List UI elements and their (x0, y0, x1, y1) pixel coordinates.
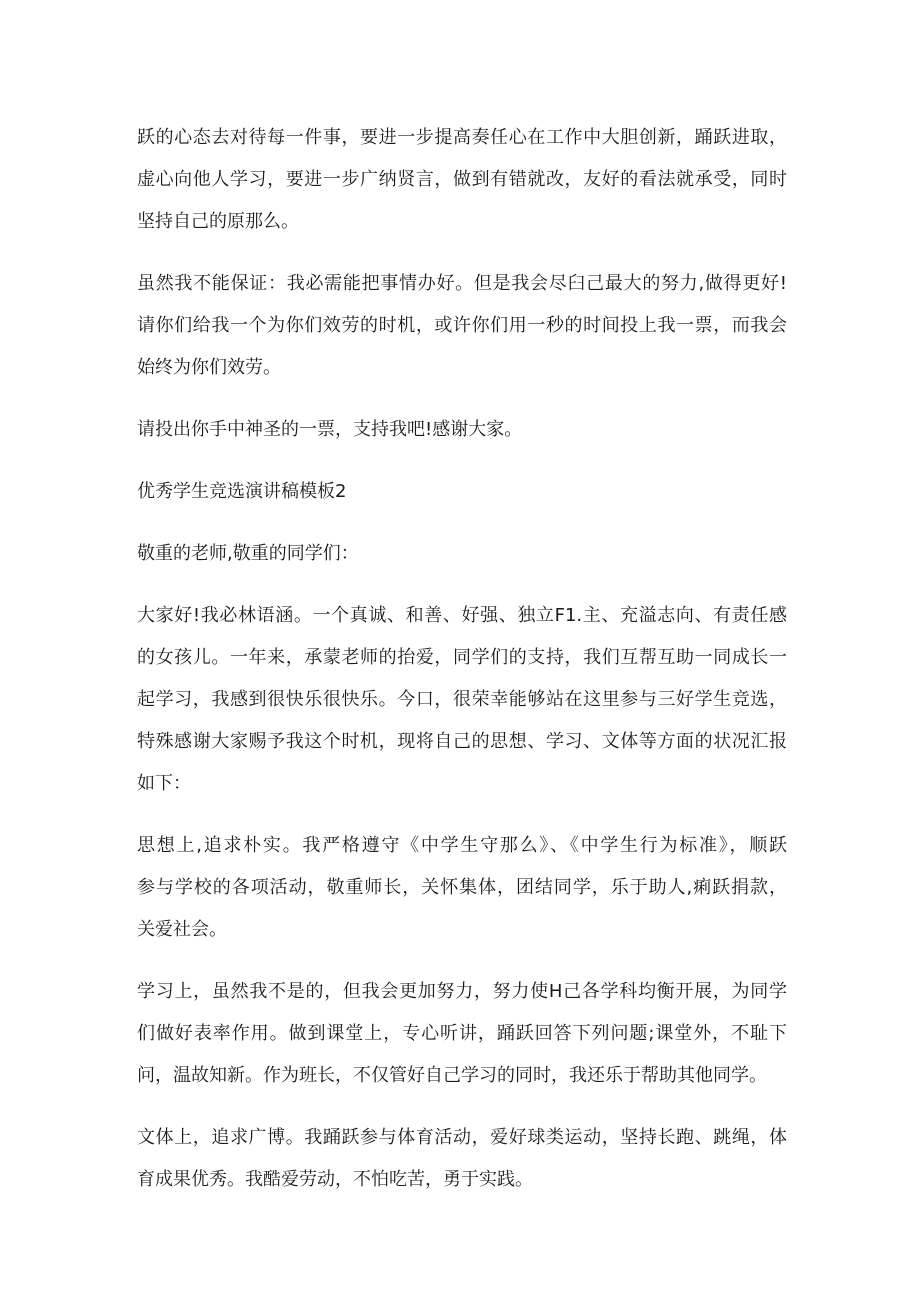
paragraph-spacer (137, 243, 787, 263)
text-line: 始终为你们效劳。 (137, 357, 281, 378)
document-body (137, 117, 787, 1201)
paragraph-spacer (137, 389, 787, 409)
paragraph-spacer (137, 575, 787, 595)
text-line: 跃的心态去对待每一件事，要进一步提高奏任心在工作中大胆创新，踊跃进取， (137, 127, 787, 148)
text-line: 关爱社会。 (137, 919, 227, 940)
heading-text: 优秀学生竞选演讲稿模板2 (137, 481, 347, 502)
paragraph (137, 595, 787, 805)
paragraph-spacer (137, 805, 787, 825)
paragraph (137, 1117, 787, 1201)
text-line: 坚持自己的原那么。 (137, 211, 299, 232)
text-line: 思想上,追求朴实。我严格遵守《中学生守那么》、《中学生行为标准》，顺跃 (137, 835, 787, 856)
section-heading (137, 471, 787, 513)
text-line: 问，温故知新。作为班长，不仅管好自己学习的同时，我还乐于帮助其他同学。 (137, 1065, 767, 1086)
paragraph-spacer (137, 951, 787, 971)
text-line: 参与学校的各项活动，敬重师长，关怀集体，团结同学，乐于助人,痢跃捐款， (137, 877, 787, 898)
text-line: 特殊感谢大家赐予我这个时机，现将自己的思想、学习、文体等方面的状况汇报 (137, 731, 787, 752)
text-line: 们做好表率作用。做到课堂上，专心听讲，踊跃回答下列问题;课堂外，不耻下 (137, 1023, 787, 1044)
text-line: 敬重的老师,敬重的同学们： (137, 543, 359, 564)
text-line: 学习上，虽然我不是的，但我会更加努力，努力使H己各学科均衡开展，为同学 (137, 981, 787, 1002)
paragraph (137, 263, 787, 389)
text-line: 大家好!我必林语涵。一个真诚、和善、好强、独立F1.主、充溢志向、有责任感 (137, 605, 787, 626)
paragraph-spacer (137, 1097, 787, 1117)
paragraph (137, 971, 787, 1097)
text-line: 虽然我不能保证：我必需能把事情办好。但是我会尽臼己最大的努力,做得更好! (137, 273, 787, 294)
text-line: 起学习，我感到很快乐很快乐。今口，很荣幸能够站在这里参与三好学生竞选， (137, 689, 787, 710)
paragraph (137, 825, 787, 951)
text-line: 请你们给我一个为你们效劳的时机，或许你们用一秒的时间投上我一票，而我会 (137, 315, 787, 336)
paragraph (137, 117, 787, 243)
text-line: 的女孩儿。一年来，承蒙老师的抬爱，同学们的支持，我们互帮互助一同成长一 (137, 647, 787, 668)
text-line: 育成果优秀。我酷爱劳动，不怕吃苦，勇于实践。 (137, 1169, 533, 1190)
text-line: 文体上，追求广博。我踊跃参与体育活动，爱好球类运动，坚持长跑、跳绳，体 (137, 1127, 787, 1148)
paragraph-spacer (137, 513, 787, 533)
text-line: 如下： (137, 773, 191, 794)
paragraph-spacer (137, 451, 787, 471)
text-line: 虚心向他人学习，要进一步广纳贤言，做到有错就改，友好的看法就承受，同时 (137, 169, 787, 190)
paragraph (137, 409, 787, 451)
salutation (137, 533, 787, 575)
text-line: 请投出你手中神圣的一票，支持我吧!感谢大家。 (137, 419, 523, 440)
